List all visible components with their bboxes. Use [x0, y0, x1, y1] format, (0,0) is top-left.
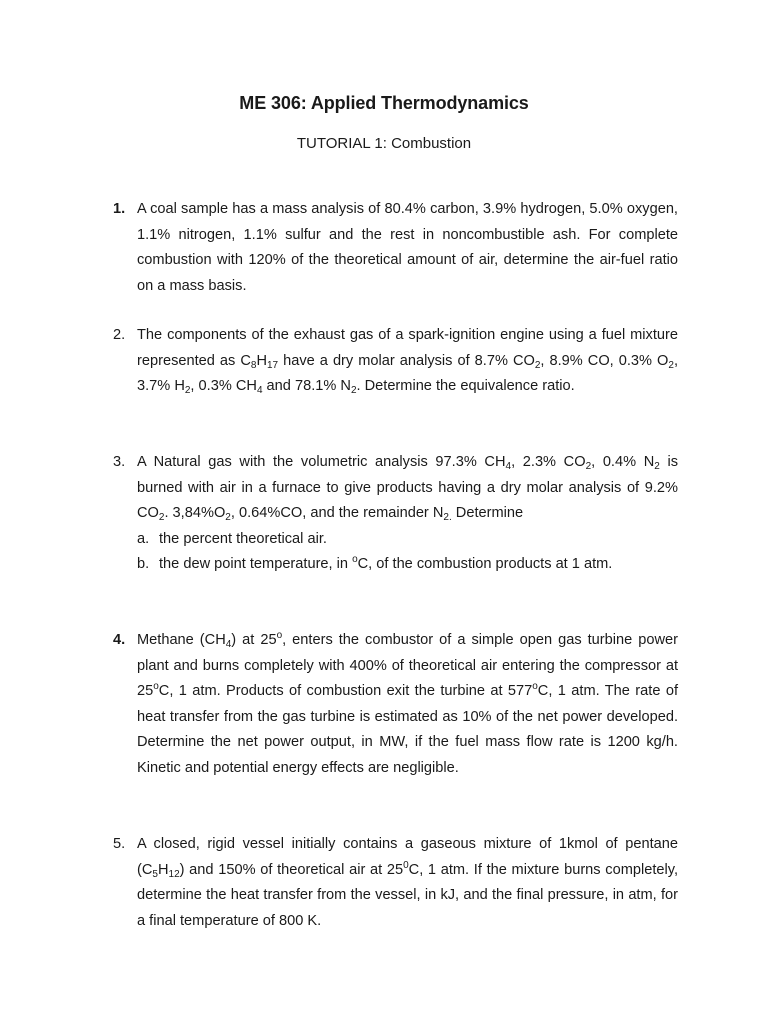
sub-question-b	[137, 552, 678, 578]
question-3	[113, 450, 678, 578]
question-number: 4.	[113, 632, 126, 648]
question-1	[113, 197, 678, 299]
page-subtitle: TUTORIAL 1: Combustion	[296, 135, 472, 152]
question-number: 1.	[113, 201, 126, 217]
question-number: 5.	[113, 836, 126, 852]
question-4	[113, 628, 678, 782]
sub-question-letter: b.	[137, 556, 150, 573]
question-text: A coal sample has a mass analysis of 80.4% carbon, 3.9% hydrogen, 5.0% oxygen, 1.1% nitrogen, 1.1% sulfur and the rest in noncombustible ash. For complete combustion with 120% of the theoretical amount of air, determine the air-fuel ratio on a mass basis.	[137, 201, 678, 294]
page-title: ME 306: Applied Thermodynamics	[239, 93, 529, 113]
question-2	[113, 323, 678, 400]
question-5	[113, 832, 678, 934]
sub-question-letter: a.	[137, 530, 150, 547]
question-text: The components of the exhaust gas of a spark-ignition engine using a fuel mixture represented as $C_8H_{17}$ have a dry molar analysis of 8.7% $CO_2$, 8.9% CO, 0.3% $O_2$, 3.7% $H_2$, 0.3% $CH_4$ and 78.1% $N_2$. Determine the equivalence ratio.	[137, 327, 679, 397]
question-number: 2.	[113, 327, 126, 343]
sub-question-text: the dew point temperature, in $^o$C, of the combustion products at 1 atm.	[159, 554, 613, 573]
sub-question-text: the percent theoretical air.	[159, 530, 327, 547]
question-number: 3.	[113, 454, 126, 470]
question-text: A Natural gas with the volumetric analysis 97.3% $CH_4$, 2.3% $CO_2$, 0.4% $N_2$ is burned with air in a furnace to give products having a dry molar analysis of 9.2% $CO_2$. $3,84\%O_2$, 0.64%CO, and the remainder $N_{2.}$ Determine	[137, 454, 679, 524]
question-text: A closed, rigid vessel initially contains a gaseous mixture of 1kmol of pentane $(C_5H_{12})$ and 150% of theoretical air at $25^0C$, 1 atm. If the mixture burns completely, determine the heat transfer from the vessel, in kJ, and the final pressure, in atm, for a final temperature of 800 K.	[137, 836, 679, 929]
question-text: Methane $(CH_4)$ at 25$^o$, enters the combustor of a simple open gas turbine power plant and burns completely with 400% of theoretical air entering the compressor at 25$^o$C, 1 atm. Products of combustion exit the turbine at 577$^o$C, 1 atm. The rate of heat transfer from the gas turbine is estimated as 10% of the net power developed. Determine the net power output, in MW, if the fuel mass flow rate is 1200 kg/h. Kinetic and potential energy effects are negligible.	[137, 630, 678, 776]
sub-question-a	[137, 527, 678, 553]
